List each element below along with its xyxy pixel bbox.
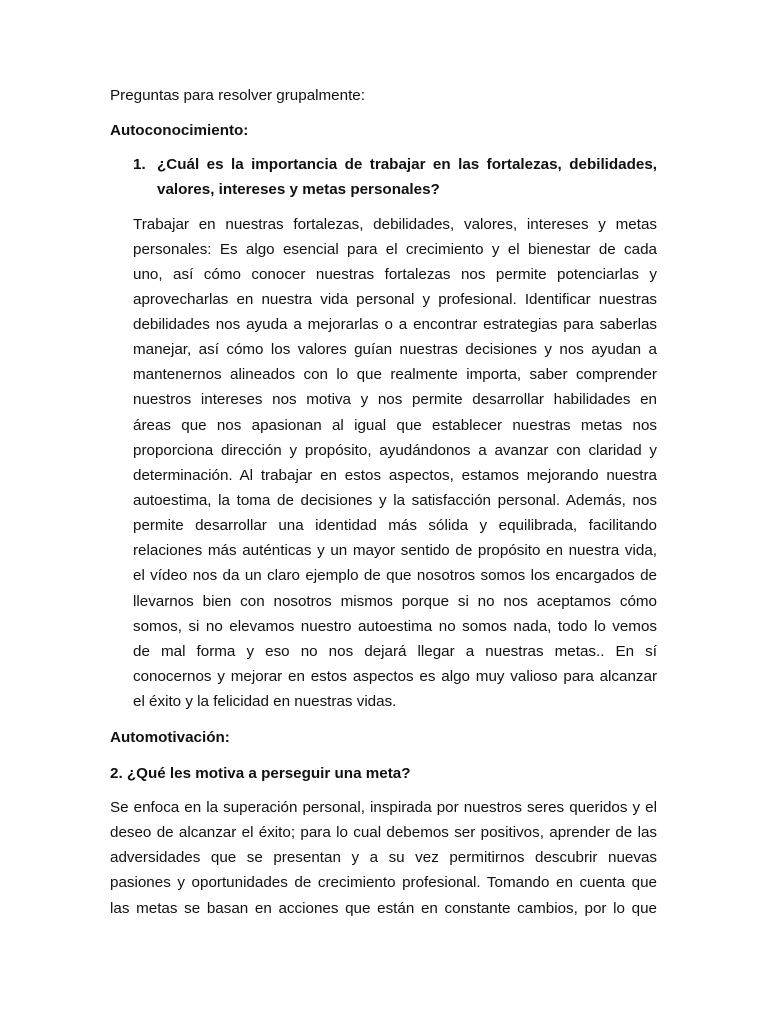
paragraph-line: aprovecharlas en nuestra vida personal y profesional. Identificar nuestras [133, 290, 657, 308]
paragraph-line: Trabajar en nuestras fortalezas, debilidades, valores, intereses y metas [133, 215, 657, 233]
paragraph-line: las metas se basan en acciones que están en constante cambios, por lo que [110, 899, 657, 917]
answer-paragraph-2 [110, 795, 657, 921]
paragraph-line: manejar, así cómo los valores guían nuestras decisiones y nos ayudan a [133, 341, 657, 359]
question-line: ¿Cuál es la importancia de trabajar en las fortalezas, debilidades, [157, 155, 657, 173]
intro-line: Preguntas para resolver grupalmente: [110, 87, 365, 104]
section-heading-automotivacion: Automotivación: [110, 728, 230, 746]
question-line: valores, intereses y metas personales? [157, 180, 440, 198]
paragraph-line: el éxito y la felicidad en nuestras vidas. [133, 693, 397, 711]
section-heading-autoconocimiento: Autoconocimiento: [110, 121, 249, 139]
paragraph-line: áreas que nos apasionan al igual que establecer nuestras metas nos [133, 416, 657, 434]
paragraph-line: nuestros intereses nos motiva y nos permite desarrollar habilidades en [133, 391, 657, 409]
paragraph-line: somos, si no elevamos nuestro autoestima no somos nada, todo lo vemos [133, 617, 657, 635]
paragraph-line: uno, así cómo conocer nuestras fortalezas nos permite potenciarlas y [133, 265, 657, 283]
paragraph-line: adversidades que se presentan y a su vez permitirnos descubrir nuevas [110, 849, 657, 866]
paragraph-line: autoestima, la toma de decisiones y la satisfacción personal. Además, nos [133, 492, 657, 510]
paragraph-line: pasiones y oportunidades de crecimiento profesional. Tomando en cuenta que [110, 874, 657, 892]
question-number: 1. [133, 155, 146, 173]
paragraph-line: de mal forma y eso no nos dejará llegar a nuestras metas.. En sí [133, 642, 657, 660]
paragraph-line: relaciones más auténticas y un mayor sentido de propósito en nuestra vida, [133, 542, 657, 560]
paragraph-line: deseo de alcanzar el éxito; para lo cual debemos ser positivos, aprender de las [110, 823, 657, 841]
paragraph-line: Se enfoca en la superación personal, inspirada por nuestros seres queridos y el [110, 798, 657, 816]
paragraph-line: personales: Es algo esencial para el crecimiento y el bienestar de cada [133, 240, 657, 258]
paragraph-line: conocernos y mejorar en estos aspectos es algo muy valioso para alcanzar [133, 668, 657, 686]
paragraph-line: debilidades nos ayuda a mejorarlas o a encontrar estrategias para saberlas [133, 316, 657, 334]
paragraph-line: proporciona dirección y propósito, ayudándonos a avanzar con claridad y [133, 441, 657, 459]
paragraph-line: determinación. Al trabajar en estos aspectos, estamos mejorando nuestra [133, 466, 657, 484]
question-2: 2. ¿Qué les motiva a perseguir una meta? [110, 764, 411, 782]
question-text [157, 152, 657, 202]
answer-paragraph-1 [133, 212, 657, 715]
paragraph-line: mantenernos alineados con lo que realmente importa, saber comprender [133, 366, 657, 384]
paragraph-line: llevarnos bien con nosotros mismos porque si no nos aceptamos cómo [133, 592, 657, 610]
paragraph-line: el vídeo nos da un claro ejemplo de que nosotros somos los encargados de [133, 567, 657, 585]
paragraph-line: permite desarrollar una identidad más sólida y equilibrada, facilitando [133, 517, 657, 535]
